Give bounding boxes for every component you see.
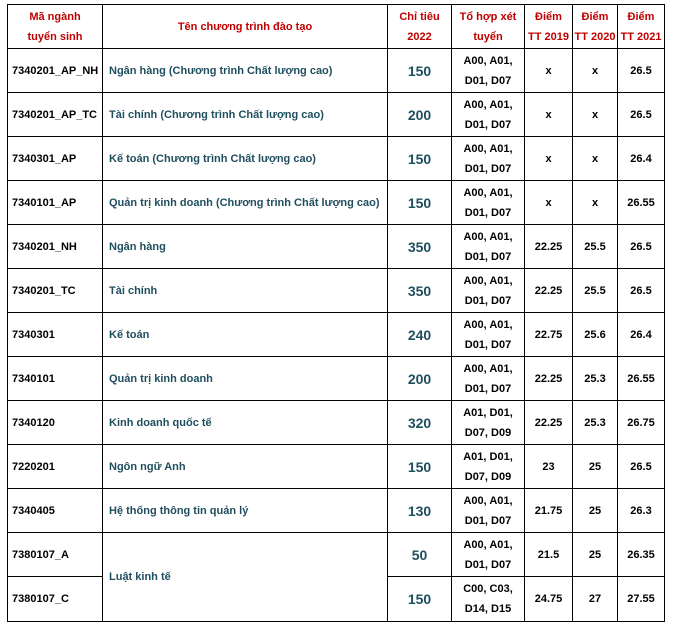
combo-line: A00, A01, — [463, 538, 513, 551]
cell-name: Kế toán (Chương trình Chất lượng cao) — [103, 137, 388, 181]
cell-score-2019: 22.25 — [525, 401, 573, 445]
cell-code: 7340301 — [8, 313, 103, 357]
cell-code: 7340101_AP — [8, 181, 103, 225]
cell-quota: 130 — [388, 489, 452, 533]
cell-score-2019: 22.25 — [525, 269, 573, 313]
cell-quota: 150 — [388, 181, 452, 225]
table-row — [8, 445, 665, 489]
cell-score-2019: x — [525, 49, 573, 93]
header-name: Tên chương trình đào tạo — [103, 5, 388, 49]
cell-score-2019: 22.75 — [525, 313, 573, 357]
cell-score-2020: 25.3 — [573, 401, 618, 445]
combo-line: D01, D07 — [464, 74, 512, 87]
combo-line: D01, D07 — [464, 250, 512, 263]
cell-code: 7340301_AP — [8, 137, 103, 181]
table-row — [8, 313, 665, 357]
cell-name: Quản trị kinh doanh — [103, 357, 388, 401]
combo-line: A00, A01, — [463, 230, 513, 243]
cell-score-2020: 27 — [573, 577, 618, 622]
cell-score-2020: 25.3 — [573, 357, 618, 401]
cell-combo — [452, 577, 525, 622]
cell-quota: 350 — [388, 269, 452, 313]
cell-score-2021: 26.55 — [618, 357, 665, 401]
combo-line: A00, A01, — [463, 186, 513, 199]
cell-name: Ngân hàng (Chương trình Chất lượng cao) — [103, 49, 388, 93]
cell-combo — [452, 401, 525, 445]
combo-line: A01, D01, — [463, 406, 513, 419]
cell-quota: 150 — [388, 577, 452, 622]
cell-code: 7380107_A — [8, 533, 103, 577]
header-score-2019: Điểm TT 2019 — [525, 5, 573, 49]
cell-score-2020: x — [573, 137, 618, 181]
cell-score-2021: 26.5 — [618, 269, 665, 313]
cell-code: 7340201_NH — [8, 225, 103, 269]
admission-table — [7, 4, 665, 622]
cell-combo — [452, 269, 525, 313]
cell-score-2020: 25.6 — [573, 313, 618, 357]
cell-name: Tài chính — [103, 269, 388, 313]
combo-line: A00, A01, — [463, 494, 513, 507]
table-row — [8, 49, 665, 93]
cell-combo — [452, 445, 525, 489]
combo-line: D01, D07 — [464, 558, 512, 571]
cell-code: 7340405 — [8, 489, 103, 533]
cell-quota: 150 — [388, 445, 452, 489]
header-score-2021: Điểm TT 2021 — [618, 5, 665, 49]
cell-combo — [452, 49, 525, 93]
combo-line: A00, A01, — [463, 142, 513, 155]
cell-score-2021: 26.55 — [618, 181, 665, 225]
cell-name: Kinh doanh quốc tế — [103, 401, 388, 445]
table-row — [8, 137, 665, 181]
combo-line: D01, D07 — [464, 162, 512, 175]
combo-line: A00, A01, — [463, 98, 513, 111]
table-row — [8, 533, 665, 577]
cell-quota: 320 — [388, 401, 452, 445]
cell-score-2020: 25 — [573, 445, 618, 489]
cell-code: 7340120 — [8, 401, 103, 445]
cell-combo — [452, 137, 525, 181]
header-row — [8, 5, 665, 49]
cell-quota: 200 — [388, 93, 452, 137]
cell-score-2019: 24.75 — [525, 577, 573, 622]
header-code: Mã ngành tuyển sinh — [8, 5, 103, 49]
combo-line: A00, A01, — [463, 318, 513, 331]
combo-line: A00, A01, — [463, 362, 513, 375]
table-row — [8, 489, 665, 533]
cell-score-2020: x — [573, 49, 618, 93]
cell-quota: 50 — [388, 533, 452, 577]
cell-quota: 240 — [388, 313, 452, 357]
cell-score-2019: 23 — [525, 445, 573, 489]
cell-score-2019: x — [525, 137, 573, 181]
cell-name: Hệ thống thông tin quản lý — [103, 489, 388, 533]
combo-line: C00, C03, — [463, 583, 513, 595]
header-score-2020: Điểm TT 2020 — [573, 5, 618, 49]
cell-combo — [452, 181, 525, 225]
combo-line: A00, A01, — [463, 274, 513, 287]
table-row — [8, 269, 665, 313]
cell-score-2020: 25.5 — [573, 269, 618, 313]
combo-line: D14, D15 — [464, 603, 512, 615]
cell-score-2020: x — [573, 93, 618, 137]
combo-line: D07, D09 — [464, 426, 512, 439]
cell-score-2020: 25 — [573, 489, 618, 533]
cell-code: 7340101 — [8, 357, 103, 401]
cell-code: 7340201_AP_TC — [8, 93, 103, 137]
cell-score-2019: x — [525, 181, 573, 225]
cell-name: Kế toán — [103, 313, 388, 357]
combo-line: D01, D07 — [464, 338, 512, 351]
cell-score-2021: 26.5 — [618, 225, 665, 269]
cell-code: 7220201 — [8, 445, 103, 489]
combo-line: D07, D09 — [464, 470, 512, 483]
combo-line: A01, D01, — [463, 450, 513, 463]
combo-line: D01, D07 — [464, 294, 512, 307]
cell-score-2020: 25.5 — [573, 225, 618, 269]
cell-score-2019: 22.25 — [525, 225, 573, 269]
cell-score-2020: 25 — [573, 533, 618, 577]
header-combo: Tổ hợp xét tuyển — [452, 5, 525, 49]
cell-score-2021: 26.5 — [618, 93, 665, 137]
header-quota: Chỉ tiêu 2022 — [388, 5, 452, 49]
cell-code: 7340201_AP_NH — [8, 49, 103, 93]
cell-score-2021: 26.3 — [618, 489, 665, 533]
cell-name: Luật kinh tế — [103, 533, 388, 622]
table-body — [8, 49, 665, 622]
cell-combo — [452, 357, 525, 401]
cell-combo — [452, 533, 525, 577]
combo-line: A00, A01, — [463, 54, 513, 67]
combo-line: D01, D07 — [464, 382, 512, 395]
cell-score-2019: 21.5 — [525, 533, 573, 577]
cell-name: Quản trị kinh doanh (Chương trình Chất lượng cao) — [103, 181, 388, 225]
cell-quota: 150 — [388, 137, 452, 181]
cell-score-2021: 26.75 — [618, 401, 665, 445]
cell-name: Tài chính (Chương trình Chất lượng cao) — [103, 93, 388, 137]
cell-score-2019: 21.75 — [525, 489, 573, 533]
table-row — [8, 181, 665, 225]
cell-score-2021: 26.5 — [618, 49, 665, 93]
cell-score-2019: 22.25 — [525, 357, 573, 401]
table-row — [8, 93, 665, 137]
table-row — [8, 225, 665, 269]
cell-score-2021: 26.4 — [618, 137, 665, 181]
cell-name: Ngôn ngữ Anh — [103, 445, 388, 489]
combo-line: D01, D07 — [464, 206, 512, 219]
cell-score-2021: 26.35 — [618, 533, 665, 577]
table-row — [8, 357, 665, 401]
cell-score-2021: 26.5 — [618, 445, 665, 489]
cell-quota: 150 — [388, 49, 452, 93]
table-row — [8, 401, 665, 445]
cell-quota: 200 — [388, 357, 452, 401]
cell-score-2021: 26.4 — [618, 313, 665, 357]
cell-score-2019: x — [525, 93, 573, 137]
cell-combo — [452, 313, 525, 357]
cell-score-2021: 27.55 — [618, 577, 665, 622]
cell-code: 7340201_TC — [8, 269, 103, 313]
cell-code: 7380107_C — [8, 577, 103, 622]
cell-combo — [452, 225, 525, 269]
cell-combo — [452, 489, 525, 533]
cell-combo — [452, 93, 525, 137]
combo-line: D01, D07 — [464, 118, 512, 131]
cell-name: Ngân hàng — [103, 225, 388, 269]
cell-quota: 350 — [388, 225, 452, 269]
combo-line: D01, D07 — [464, 514, 512, 527]
cell-score-2020: x — [573, 181, 618, 225]
